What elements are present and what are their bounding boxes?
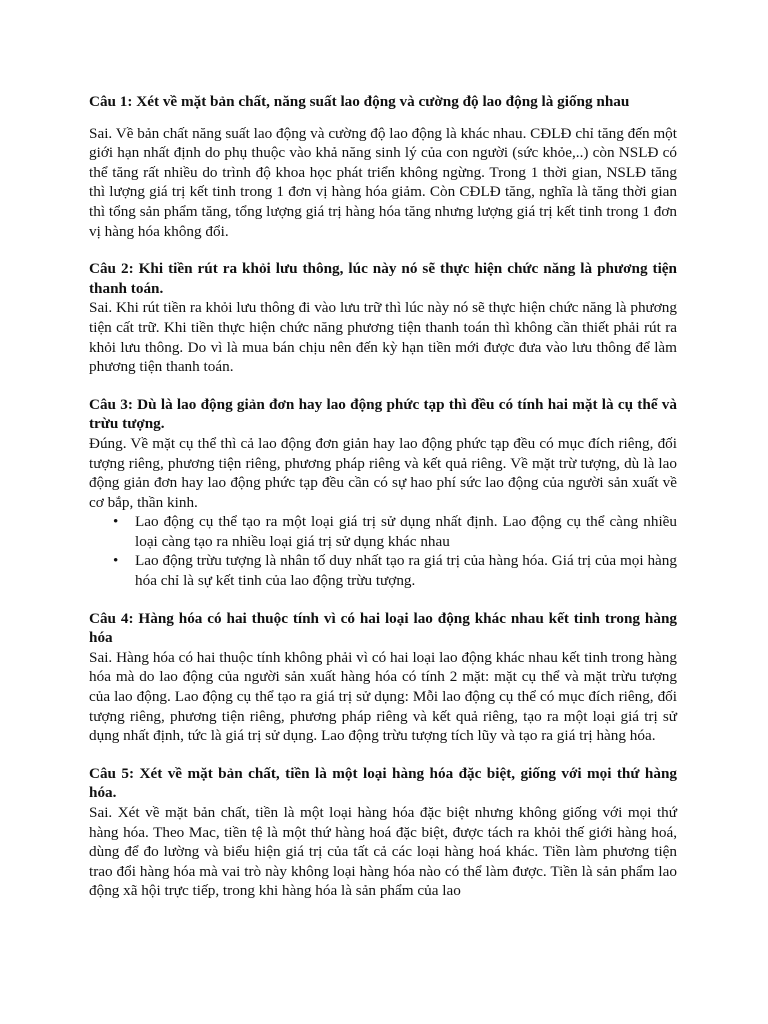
- question-heading: Câu 2: Khi tiền rút ra khỏi lưu thông, lúc này nó sẽ thực hiện chức năng là phương tiện thanh toán.: [89, 260, 677, 297]
- question-heading: Câu 5: Xét về mặt bản chất, tiền là một loại hàng hóa đặc biệt, giống với mọi thứ hàng hóa.: [89, 764, 677, 802]
- answer-paragraph: Sai. Xét về mặt bản chất, tiền là một loại hàng hóa đặc biệt nhưng không giống với mọi thứ hàng hóa. Theo Mac, tiền tệ là một thứ hàng hoá đặc biệt, được tách ra khỏi thế giới hàng hoá, dùng để đo lường và biểu hiện giá trị của tất cả các loại hàng hoá khác. Tiền làm phương tiện trao đổi hàng hóa mà vai trò này không loại hàng hóa nào có thể làm được. Tiền là sản phẩm lao động xã hội trực tiếp, trong khi hàng hóa là sản phẩm của lao: [89, 804, 677, 900]
- list-item: [113, 551, 677, 590]
- answer-paragraph: Sai. Hàng hóa có hai thuộc tính không phải vì có hai loại lao động khác nhau kết tinh trong hàng hóa mà do lao động của người sản xuất hàng hóa có tính 2 mặt: mặt cụ thể và mặt trừu tượng của lao động. Lao động cụ thể tạo ra giá trị sử dụng: Mỗi lao động cụ thể có mục đích riêng, đối tượng riêng, phương tiện riêng, phương pháp riêng và kết quả riêng, tạo ra một loại giá trị sử dụng nhất định, tức là giá trị sử dụng. Lao động trừu tượng tích lũy và tạo ra giá trị hàng hóa.: [89, 648, 677, 745]
- question-section-1: [89, 92, 677, 241]
- bullet-icon: •: [113, 513, 119, 531]
- answer-paragraph: Sai. Khi rút tiền ra khỏi lưu thông đi vào lưu trữ thì lúc này nó sẽ thực hiện chức năng là phương tiện cất trữ. Khi tiền thực hiện chức năng phương tiện thanh toán thì không cần thiết phải rút ra khỏi lưu thông. Do vì là mua bán chịu nên đến kỳ hạn tiền mới được đưa vào lưu thông để làm phương tiện thanh toán.: [89, 299, 677, 376]
- question-section-3: [89, 395, 677, 591]
- question-heading: Câu 3: Dù là lao động giản đơn hay lao động phức tạp thì đều có tính hai mặt là cụ thể và trừu tượng.: [89, 395, 677, 433]
- question-section-4: [89, 609, 677, 746]
- question-section-2: [89, 259, 677, 377]
- list-item-text: Lao động trừu tượng là nhân tố duy nhất tạo ra giá trị của hàng hóa. Giá trị của mọi hàng hóa chỉ là sự kết tinh của lao động trừu tượng.: [135, 552, 677, 590]
- question-heading: Câu 1: Xét về mặt bản chất, năng suất lao động và cường độ lao động là giống nhau: [89, 93, 630, 110]
- question-section-5: [89, 764, 677, 901]
- question-heading: Câu 4: Hàng hóa có hai thuộc tính vì có hai loại lao động khác nhau kết tinh trong hàng hóa: [89, 609, 677, 647]
- bullet-icon: •: [113, 552, 119, 570]
- document-page: [89, 92, 677, 901]
- answer-paragraph: Đúng. Về mặt cụ thể thì cả lao động đơn giản hay lao động phức tạp đều có mục đích riêng, đối tượng riêng, phương tiện riêng, phương pháp riêng và kết quả riêng. Về mặt trừ tượng, dù là lao động giản đơn hay lao động phức tạp đều cần có sự hao phí sức lao động của người sản xuất về cơ bắp, thần kinh.: [89, 434, 677, 511]
- answer-paragraph: Sai. Về bản chất năng suất lao động và cường độ lao động là khác nhau. CĐLĐ chỉ tăng đến một giới hạn nhất định do phụ thuộc vào khả năng sinh lý của con người (sức khỏe,..) còn NSLĐ có thể tăng rất nhiều do trình độ khoa học phát triển không ngừng. Trong 1 thời gian, NSLĐ tăng thì lượng giá trị kết tinh trong 1 đơn vị hàng hóa giảm. Còn CĐLĐ tăng, nghĩa là tăng thời gian thì tổng sản phẩm tăng, tổng lượng giá trị hàng hóa tăng nhưng lượng giá trị kết tinh trong 1 đơn vị hàng hóa không đổi.: [89, 124, 677, 240]
- list-item: [113, 512, 677, 551]
- bullet-list: [89, 512, 677, 590]
- list-item-text: Lao động cụ thể tạo ra một loại giá trị sử dụng nhất định. Lao động cụ thể càng nhiều loại càng tạo ra nhiều loại giá trị sử dụng khác nhau: [135, 513, 677, 550]
